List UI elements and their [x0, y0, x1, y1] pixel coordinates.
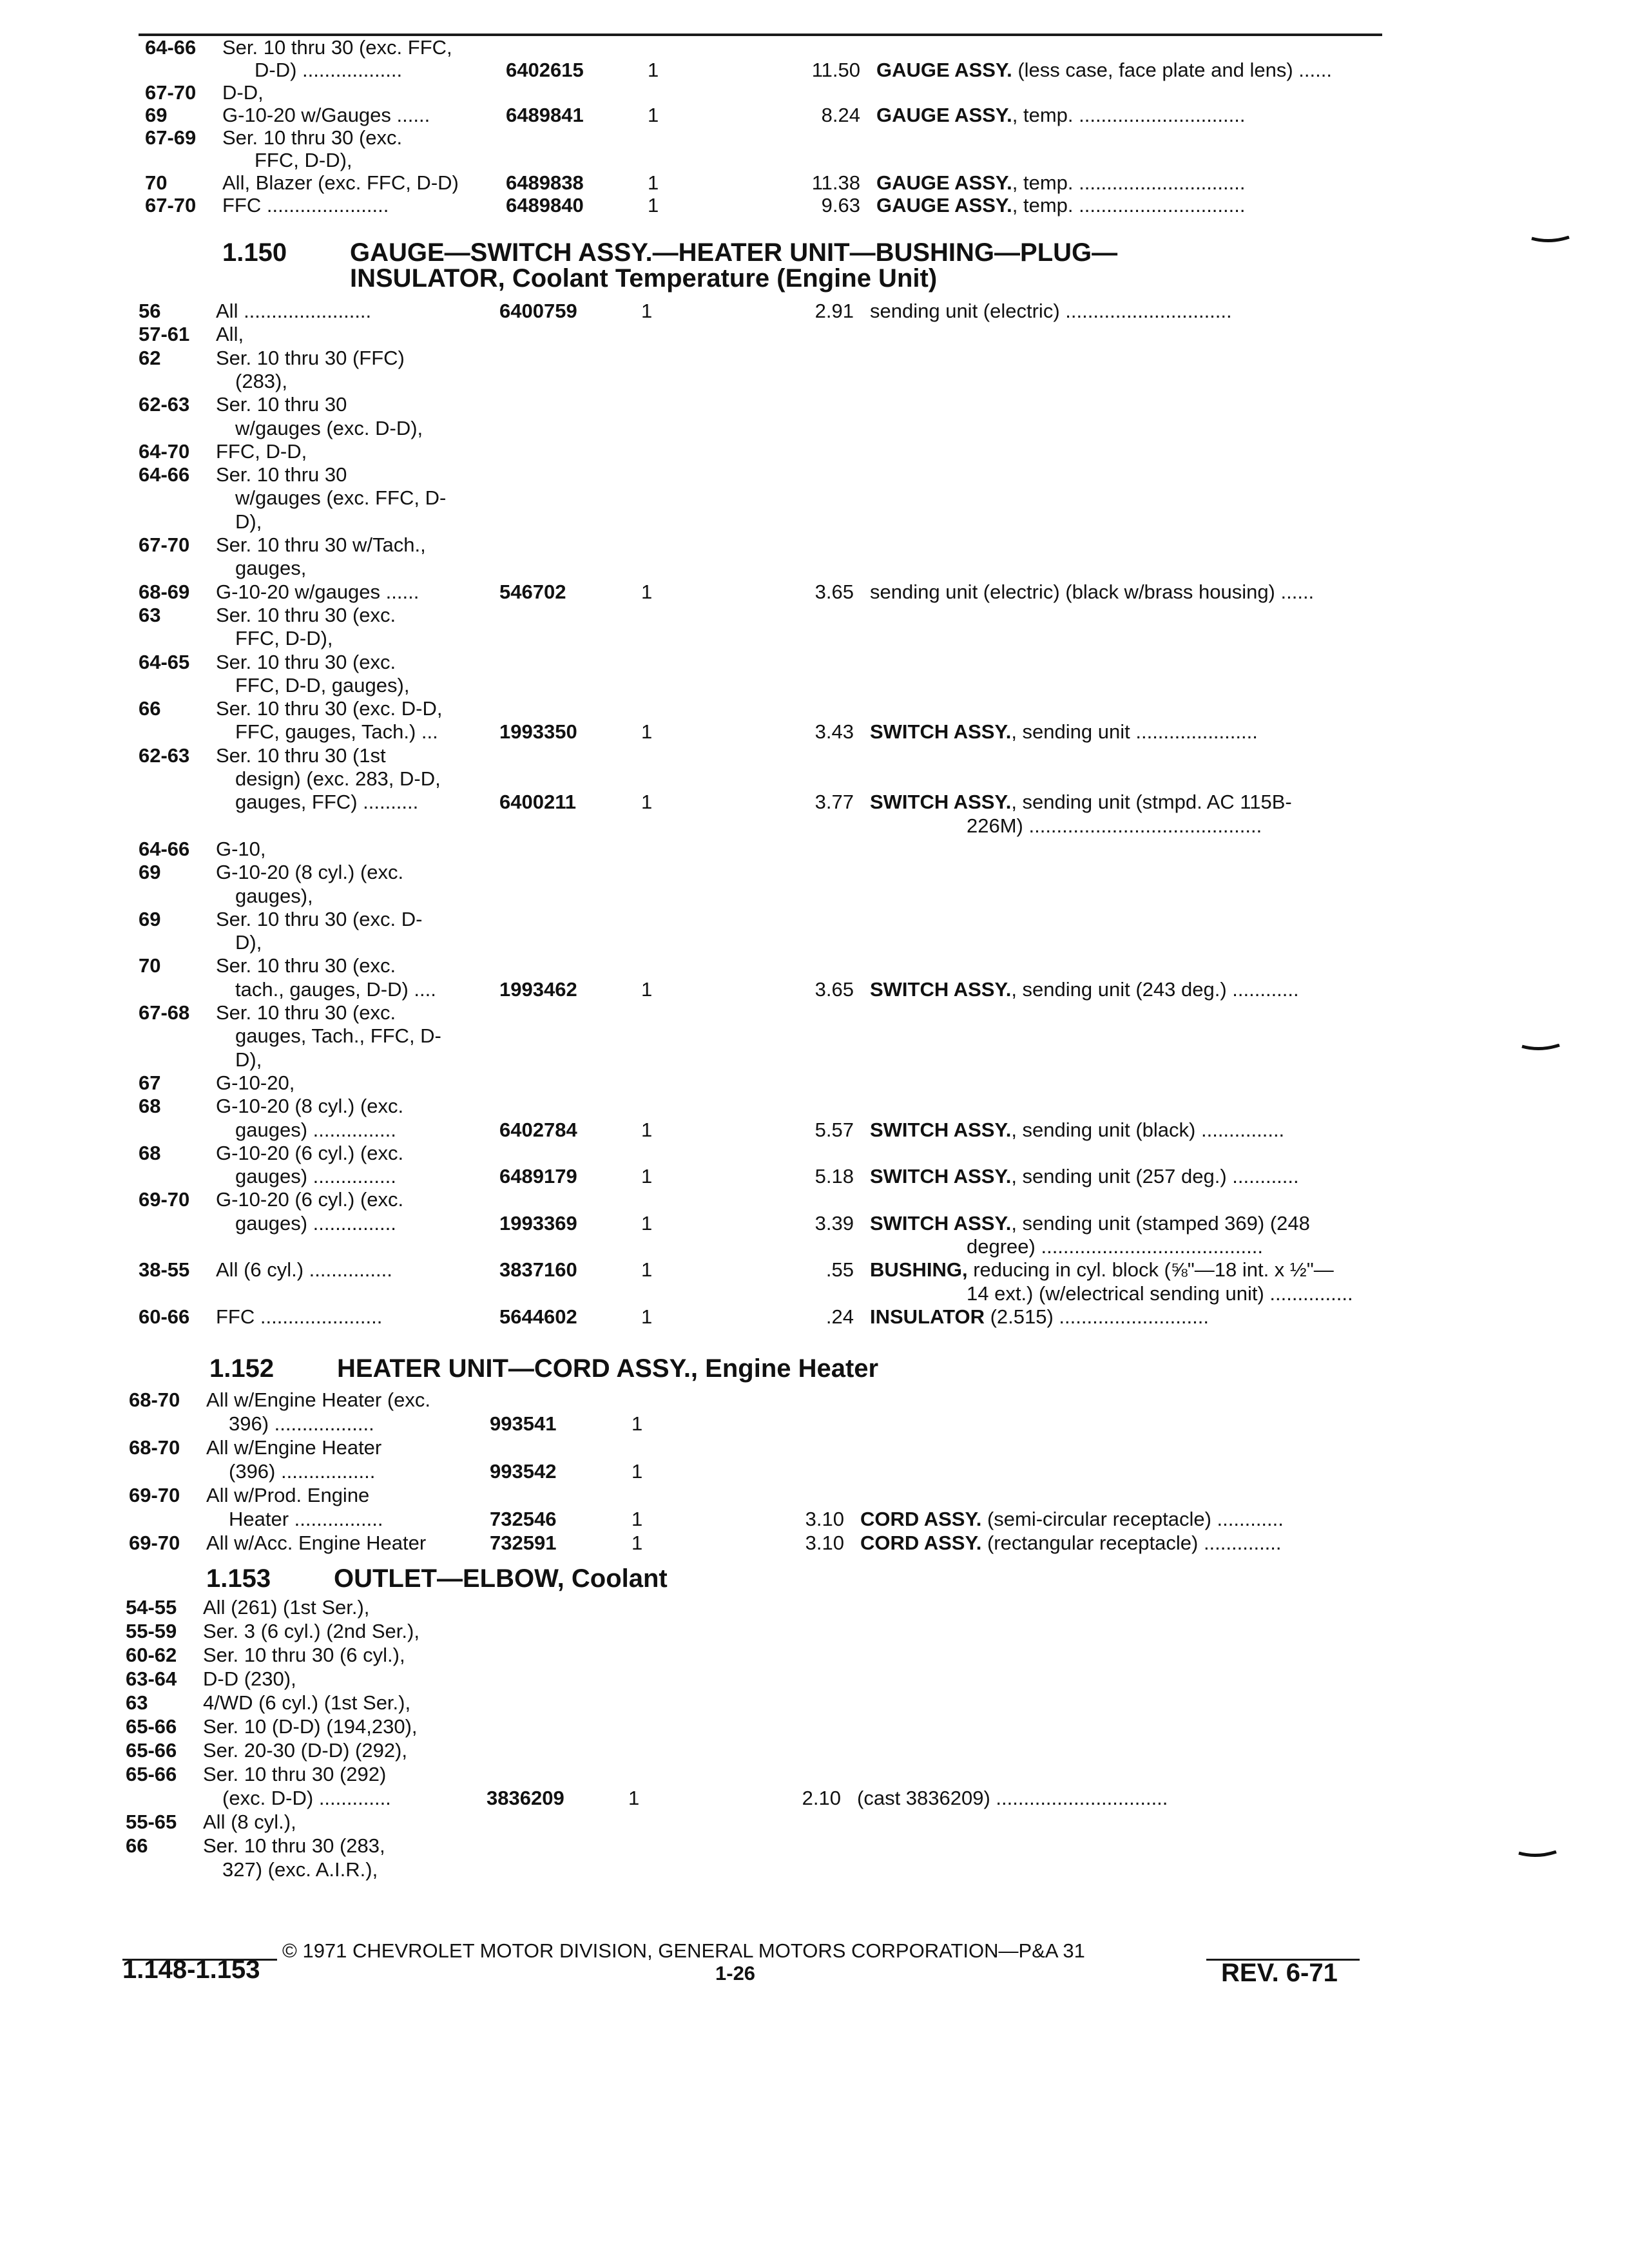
model-years: 65-66: [126, 1763, 177, 1785]
part-number: 1993462: [499, 977, 577, 1001]
model-years: 63-64: [126, 1667, 177, 1690]
application: All w/Prod. Engine: [206, 1484, 370, 1506]
application: Ser. 10 thru 30: [216, 393, 347, 416]
quantity: 1: [641, 1305, 653, 1328]
application: Ser. 10 thru 30 (292): [203, 1763, 387, 1785]
description-item: SWITCH ASSY.: [870, 720, 1012, 744]
part-number: 3836209: [487, 1787, 564, 1809]
margin-mark-2: [1521, 1044, 1561, 1052]
quantity: 1: [641, 300, 653, 322]
part-number: 6489179: [499, 1165, 577, 1188]
description-item: SWITCH ASSY.: [870, 1118, 1012, 1141]
description: [876, 104, 1246, 127]
model-years: 68: [139, 1141, 161, 1164]
application: (396) .................: [229, 1460, 376, 1483]
application: gauges) ...............: [235, 1118, 396, 1141]
model-years: 60-62: [126, 1644, 177, 1666]
application: Ser. 10 thru 30 (exc.: [216, 954, 396, 977]
quantity: 1: [631, 1412, 643, 1435]
description-item: CORD ASSY.: [860, 1532, 982, 1554]
description-text: sending unit (electric) (black w/brass housing) ......: [870, 580, 1315, 603]
description-text: (semi-circular receptacle) ............: [981, 1508, 1284, 1530]
footer-section-range: 1.148-1.153: [122, 1956, 260, 1984]
application: Ser. 20-30 (D-D) (292),: [203, 1739, 407, 1762]
application: FFC, D-D),: [235, 627, 333, 650]
model-years: 55-65: [126, 1811, 177, 1833]
application: gauges) ...............: [235, 1165, 396, 1188]
price: 3.65: [815, 977, 854, 1001]
application: 396) ..................: [229, 1412, 374, 1435]
application: G-10-20,: [216, 1071, 295, 1094]
model-years: 65-66: [126, 1739, 177, 1762]
part-number: 6489838: [506, 171, 584, 194]
section-number: 1.150: [222, 238, 287, 267]
model-years: 64-66: [145, 36, 197, 59]
part-number: 993541: [490, 1412, 557, 1435]
application: gauges,: [235, 557, 307, 580]
application: D),: [235, 510, 262, 533]
application: G-10-20 (8 cyl.) (exc.: [216, 861, 404, 884]
application: G-10-20 w/Gauges ......: [222, 104, 430, 126]
price: 5.18: [815, 1165, 854, 1188]
model-years: 67: [139, 1071, 161, 1094]
description-text: , sending unit (stamped 369) (248: [1011, 1211, 1310, 1235]
model-years: 60-66: [139, 1305, 190, 1328]
description-item: INSULATOR: [870, 1305, 985, 1328]
description-item: GAUGE ASSY.: [876, 104, 1012, 126]
application: gauges) ...............: [235, 1211, 396, 1235]
description: [870, 1165, 1299, 1188]
model-years: 67-70: [145, 194, 197, 216]
price: 11.50: [811, 59, 860, 81]
description-item: BUSHING,: [870, 1258, 968, 1282]
description-text: , sending unit (243 deg.) ............: [1011, 977, 1299, 1001]
application: tach., gauges, D-D) ....: [235, 977, 436, 1001]
description: [870, 720, 1258, 744]
application: Ser. 10 thru 30 (exc. D-D,: [216, 697, 443, 720]
application: G-10-20 (6 cyl.) (exc.: [216, 1141, 404, 1164]
part-number: 1993350: [499, 720, 577, 744]
application: G-10,: [216, 837, 266, 860]
model-years: 64-70: [139, 439, 190, 463]
application: Ser. 10 thru 30 (exc.: [216, 603, 396, 626]
model-years: 65-66: [126, 1715, 177, 1738]
section-number: 1.152: [209, 1354, 275, 1383]
model-years: 54-55: [126, 1596, 177, 1619]
model-years: 69: [145, 104, 168, 126]
description: [870, 1258, 1334, 1282]
application: 327) (exc. A.I.R.),: [222, 1858, 378, 1881]
application: Ser. 10 thru 30 (6 cyl.),: [203, 1644, 405, 1666]
price: .24: [825, 1305, 854, 1328]
application: FFC, gauges, Tach.) ...: [235, 720, 438, 744]
description: [876, 171, 1246, 195]
quantity: 1: [641, 1211, 653, 1235]
section-heading-1152: [209, 1356, 878, 1381]
description: [876, 59, 1332, 82]
description: [870, 300, 1232, 323]
application: D),: [235, 931, 262, 954]
quantity: 1: [641, 1118, 653, 1141]
model-years: 70: [139, 954, 161, 977]
description-item: GAUGE ASSY.: [876, 194, 1012, 216]
application: FFC, D-D, gauges),: [235, 673, 410, 697]
price: .55: [825, 1258, 854, 1282]
section-number: 1.153: [206, 1564, 271, 1593]
description-text: sending unit (electric) ..............................: [870, 300, 1232, 322]
description-text: (less case, face plate and lens) ......: [1012, 59, 1332, 81]
description: [870, 791, 1292, 814]
section-heading-1150-line2: INSULATOR, Coolant Temperature (Engine Unit): [350, 264, 938, 293]
application: Ser. 10 thru 30 (1st: [216, 744, 386, 767]
model-years: 67-69: [145, 126, 197, 149]
model-years: 69: [139, 907, 161, 930]
margin-mark-1: [1530, 236, 1570, 244]
description-text: , temp. ..............................: [1012, 104, 1246, 126]
section-title: HEATER UNIT—CORD ASSY., Engine Heater: [337, 1354, 879, 1383]
application: All (261) (1st Ser.),: [203, 1596, 370, 1619]
price: 11.38: [811, 171, 860, 194]
description-text: 226M) ..........................................: [967, 814, 1262, 837]
model-years: 68-69: [139, 580, 190, 603]
application: G-10-20 (6 cyl.) (exc.: [216, 1188, 404, 1211]
part-number: 6402615: [506, 59, 584, 81]
quantity: 1: [631, 1508, 643, 1530]
description-text: , sending unit (stmpd. AC 115B-: [1011, 791, 1292, 814]
application: All, Blazer (exc. FFC, D-D): [222, 171, 459, 194]
section-heading-1153: [206, 1566, 668, 1591]
quantity: 1: [641, 580, 653, 603]
description: [870, 581, 1314, 604]
description-item: GAUGE ASSY.: [876, 59, 1012, 81]
model-years: 63: [126, 1691, 148, 1714]
application: Ser. 10 thru 30 (exc. FFC,: [222, 36, 452, 59]
model-years: 66: [139, 697, 161, 720]
description-text: , sending unit (257 deg.) ............: [1011, 1165, 1299, 1188]
description-text: (rectangular receptacle) ..............: [981, 1532, 1282, 1554]
model-years: 66: [126, 1834, 148, 1857]
model-years: 63: [139, 603, 161, 626]
description: [870, 978, 1299, 1001]
section-title-line1: GAUGE—SWITCH ASSY.—HEATER UNIT—BUSHING—PLUG—: [350, 238, 1118, 267]
model-years: 69-70: [129, 1484, 180, 1506]
footer-page-number: 1-26: [715, 1962, 756, 1984]
application: All (8 cyl.),: [203, 1811, 296, 1833]
quantity: 1: [631, 1532, 643, 1554]
application: Ser. 10 thru 30 w/Tach.,: [216, 533, 426, 556]
application: All w/Acc. Engine Heater: [206, 1532, 427, 1554]
description: [857, 1787, 1168, 1810]
application: Heater ................: [229, 1508, 383, 1530]
quantity: 1: [641, 791, 653, 814]
quantity: 1: [641, 1165, 653, 1188]
application: All,: [216, 323, 244, 346]
model-years: 64-65: [139, 650, 190, 673]
model-years: 62-63: [139, 744, 190, 767]
price: 3.65: [815, 580, 854, 603]
application: w/gauges (exc. D-D),: [235, 416, 423, 439]
model-years: 64-66: [139, 463, 190, 486]
description: [967, 1235, 1263, 1258]
application: All w/Engine Heater (exc.: [206, 1389, 431, 1411]
price: 3.10: [805, 1532, 844, 1554]
model-years: 38-55: [139, 1258, 190, 1282]
model-years: 69: [139, 861, 161, 884]
application: All w/Engine Heater: [206, 1436, 382, 1459]
quantity: 1: [648, 194, 659, 216]
model-years: 69-70: [139, 1188, 190, 1211]
model-years: 62: [139, 346, 161, 369]
model-years: 62-63: [139, 393, 190, 416]
description: [860, 1508, 1284, 1531]
price: 3.43: [815, 720, 854, 744]
price: 3.77: [815, 791, 854, 814]
model-years: 64-66: [139, 837, 190, 860]
application: Ser. 10 thru 30 (FFC): [216, 346, 405, 369]
description: [967, 1282, 1353, 1305]
margin-mark-3: [1518, 1850, 1557, 1858]
description-text: (cast 3836209) ...............................: [857, 1787, 1168, 1809]
description-text: , temp. ..............................: [1012, 171, 1246, 194]
application: FFC, D-D,: [216, 439, 307, 463]
description-item: CORD ASSY.: [860, 1508, 982, 1530]
description-item: SWITCH ASSY.: [870, 1165, 1012, 1188]
application: design) (exc. 283, D-D,: [235, 767, 441, 790]
application: FFC ......................: [222, 194, 389, 216]
part-number: 6489841: [506, 104, 584, 126]
footer-revision: REV. 6-71: [1221, 1959, 1338, 1987]
quantity: 1: [628, 1787, 640, 1809]
quantity: 1: [648, 59, 659, 81]
price: 8.24: [821, 104, 860, 126]
price: 3.39: [815, 1211, 854, 1235]
application: Ser. 10 thru 30 (exc.: [216, 650, 396, 673]
price: 3.10: [805, 1508, 844, 1530]
description: [876, 194, 1246, 217]
part-number: 1993369: [499, 1211, 577, 1235]
description-text: degree) ........................................: [967, 1235, 1263, 1258]
model-years: 70: [145, 171, 168, 194]
description: [870, 1305, 1209, 1329]
model-years: 67-70: [139, 533, 190, 556]
model-years: 67-68: [139, 1001, 190, 1024]
application: Ser. 10 thru 30 (exc.: [222, 126, 403, 149]
description-item: GAUGE ASSY.: [876, 171, 1012, 194]
application: All (6 cyl.) ...............: [216, 1258, 392, 1282]
price: 2.10: [802, 1787, 841, 1809]
price: 2.91: [815, 300, 854, 322]
description-text: 14 ext.) (w/electrical sending unit) ...............: [967, 1282, 1353, 1305]
application: (283),: [235, 369, 287, 392]
application: Ser. 10 thru 30: [216, 463, 347, 486]
part-number: 3837160: [499, 1258, 577, 1282]
description-text: reducing in cyl. block (⅝"—18 int. x ½"—: [967, 1258, 1334, 1282]
application: D-D,: [222, 81, 264, 104]
part-number: 993542: [490, 1460, 557, 1483]
part-number: 732546: [490, 1508, 557, 1530]
price: 9.63: [821, 194, 860, 216]
section-heading-1150: [222, 240, 1117, 265]
description-text: (2.515) ...........................: [984, 1305, 1209, 1328]
part-number: 5644602: [499, 1305, 577, 1328]
application: D-D (230),: [203, 1667, 296, 1690]
quantity: 1: [641, 1258, 653, 1282]
application: Ser. 3 (6 cyl.) (2nd Ser.),: [203, 1620, 419, 1642]
quantity: 1: [641, 720, 653, 744]
application: w/gauges (exc. FFC, D-: [235, 486, 447, 510]
application: G-10-20 (8 cyl.) (exc.: [216, 1095, 404, 1118]
application: gauges),: [235, 884, 313, 907]
application: FFC, D-D),: [255, 149, 352, 171]
footer-copyright: © 1971 CHEVROLET MOTOR DIVISION, GENERAL MOTORS CORPORATION—P&A 31: [282, 1939, 1085, 1962]
application: D-D) ..................: [255, 59, 403, 81]
description-text: , sending unit ......................: [1011, 720, 1258, 744]
description-text: , sending unit (black) ...............: [1011, 1118, 1285, 1141]
quantity: 1: [641, 977, 653, 1001]
section-title: OUTLET—ELBOW, Coolant: [334, 1564, 668, 1593]
part-number: 732591: [490, 1532, 557, 1554]
part-number: 6489840: [506, 194, 584, 216]
model-years: 57-61: [139, 323, 190, 346]
quantity: 1: [648, 104, 659, 126]
description: [967, 814, 1262, 838]
application: D),: [235, 1048, 262, 1071]
application: Ser. 10 thru 30 (exc.: [216, 1001, 396, 1024]
model-years: 67-70: [145, 81, 197, 104]
price: 5.57: [815, 1118, 854, 1141]
model-years: 56: [139, 300, 161, 322]
application: G-10-20 w/gauges ......: [216, 580, 419, 603]
application: gauges, FFC) ..........: [235, 791, 419, 814]
application: Ser. 10 (D-D) (194,230),: [203, 1715, 418, 1738]
application: Ser. 10 thru 30 (exc. D-: [216, 907, 423, 930]
application: 4/WD (6 cyl.) (1st Ser.),: [203, 1691, 411, 1714]
application: All .......................: [216, 300, 372, 322]
description-text: , temp. ..............................: [1012, 194, 1246, 216]
model-years: 68-70: [129, 1436, 180, 1459]
model-years: 69-70: [129, 1532, 180, 1554]
description-item: SWITCH ASSY.: [870, 1211, 1012, 1235]
application: (exc. D-D) .............: [222, 1787, 391, 1809]
part-number: 6402784: [499, 1118, 577, 1141]
description: [870, 1119, 1284, 1142]
description-item: SWITCH ASSY.: [870, 791, 1012, 814]
description-item: SWITCH ASSY.: [870, 977, 1012, 1001]
part-number: 6400759: [499, 300, 577, 322]
description: [860, 1532, 1282, 1555]
part-number: 546702: [499, 580, 566, 603]
model-years: 68-70: [129, 1389, 180, 1411]
application: gauges, Tach., FFC, D-: [235, 1024, 441, 1048]
model-years: 68: [139, 1095, 161, 1118]
quantity: 1: [648, 171, 659, 194]
part-number: 6400211: [499, 791, 576, 814]
application: Ser. 10 thru 30 (283,: [203, 1834, 385, 1857]
model-years: 55-59: [126, 1620, 177, 1642]
quantity: 1: [631, 1460, 643, 1483]
description: [870, 1212, 1310, 1235]
application: FFC ......................: [216, 1305, 383, 1328]
